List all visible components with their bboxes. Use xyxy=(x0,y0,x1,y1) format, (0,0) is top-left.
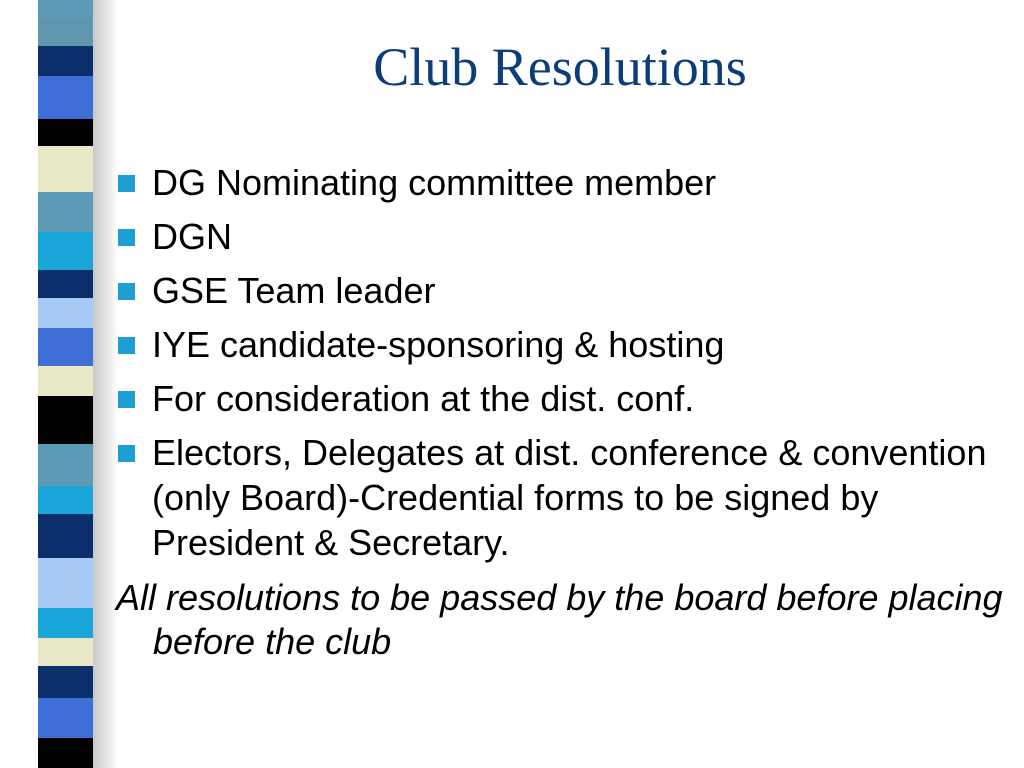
bullet-item xyxy=(117,430,997,565)
stripe-block xyxy=(38,638,93,666)
bullet-item xyxy=(117,268,997,313)
stripe-block xyxy=(38,192,93,232)
slide-title: Club Resolutions xyxy=(373,37,747,97)
stripe-block xyxy=(38,366,93,396)
bullet-item xyxy=(117,322,997,367)
bullet-item xyxy=(117,214,997,259)
stripe-block xyxy=(38,666,93,698)
stripe-block xyxy=(38,0,93,18)
bullet-text: Electors, Delegates at dist. conference & convention (only Board)-Credential forms to be signed by President & Secretary. xyxy=(152,432,987,563)
stripe-block xyxy=(38,298,93,328)
stripe-block xyxy=(38,698,93,738)
bullet-item xyxy=(117,160,997,205)
bullet-list xyxy=(117,160,997,565)
bullet-text: DGN xyxy=(152,216,232,257)
stripe-block xyxy=(38,444,93,486)
stripe-block xyxy=(38,76,93,119)
bullet-text: For consideration at the dist. conf. xyxy=(152,378,695,419)
stripe-block xyxy=(38,608,93,638)
decorative-stripe-bar xyxy=(0,0,118,768)
stripe-block xyxy=(38,738,93,768)
bullet-item xyxy=(117,376,997,421)
square-bullet-icon xyxy=(118,445,135,462)
square-bullet-icon xyxy=(118,175,135,192)
square-bullet-icon xyxy=(118,283,135,300)
stripe-block xyxy=(38,270,93,298)
square-bullet-icon xyxy=(118,391,135,408)
stripe-block xyxy=(38,232,93,270)
bullet-text: GSE Team leader xyxy=(152,270,436,311)
stripe-block xyxy=(38,486,93,514)
stripe-block xyxy=(38,46,93,76)
stripe-block xyxy=(38,18,93,46)
stripe-block xyxy=(38,514,93,558)
square-bullet-icon xyxy=(118,229,135,246)
stripe-block xyxy=(38,146,93,192)
stripe-block xyxy=(38,328,93,366)
square-bullet-icon xyxy=(118,337,135,354)
stripe-block xyxy=(38,119,93,146)
stripe-block xyxy=(38,558,93,608)
bullet-text: DG Nominating committee member xyxy=(152,162,717,203)
bullet-text: IYE candidate-sponsoring & hosting xyxy=(152,324,725,365)
stripe-block xyxy=(38,396,93,444)
italic-note: All resolutions to be passed by the board before placing before the club xyxy=(116,577,1003,662)
